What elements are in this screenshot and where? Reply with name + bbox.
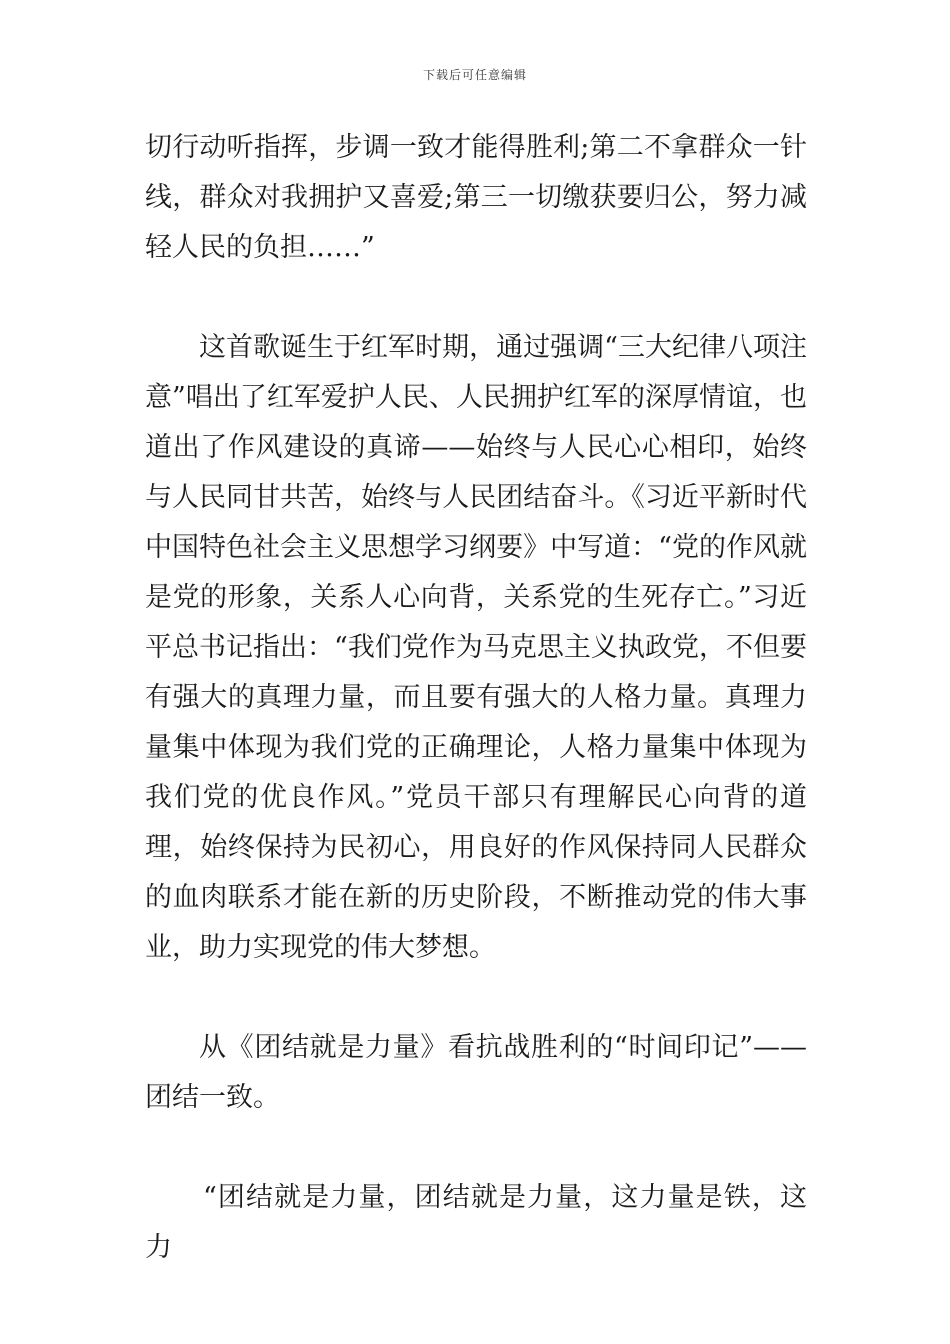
paragraph-work-style: 这首歌诞生于红军时期，通过强调“三大纪律八项注意”唱出了红军爱护人民、人民拥护红军的深厚情谊，也道出了作风建设的真谛——始终与人民心心相印，始终与人民同甘共苦，始终与人民团结奋斗。《习近平新时代中国特色社会主义思想学习纲要》中写道：“党的作风就是党的形象，关系人心向背，关系党的生死存亡。”习近平总书记指出：“我们党作为马克思主义执政党，不但要有强大的真理力量，而且要有强大的人格力量。真理力量集中体现为我们党的正确理论，人格力量集中体现为我们党的优良作风。”党员干部只有理解民心向背的道理，始终保持为民初心，用良好的作风保持同人民群众的血肉联系才能在新的历史阶段，不断推动党的伟大事业，助力实现党的伟大梦想。 — [145, 332, 807, 963]
page-header: 下载后可任意编辑 — [422, 68, 527, 82]
paragraph-spacer — [145, 273, 807, 323]
paragraph-spacer — [145, 1123, 807, 1173]
paragraph-unity-lyrics: “团结就是力量，团结就是力量，这力量是铁，这力 — [145, 1182, 807, 1263]
paragraph-spacer — [145, 973, 807, 1023]
paragraph-continued-lyrics: 切行动听指挥，步调一致才能得胜利;第二不拿群众一针线，群众对我拥护又喜爱;第三一切缴获要归公，努力减轻人民的负担……” — [145, 132, 807, 263]
document-body — [145, 123, 807, 1273]
paragraph-unity-heading: 从《团结就是力量》看抗战胜利的“时间印记”——团结一致。 — [145, 1032, 807, 1113]
